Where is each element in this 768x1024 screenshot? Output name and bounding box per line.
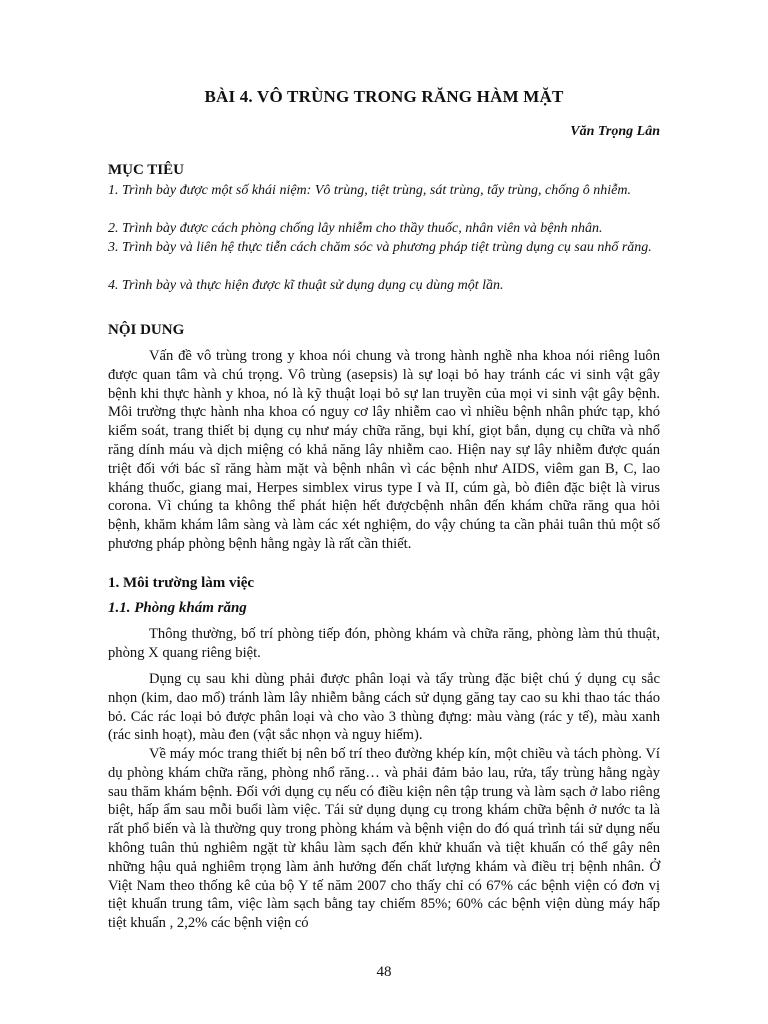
objective-item: 1. Trình bày được một số khái niệm: Vô trùng, tiệt trùng, sát trùng, tẩy trùng, chống ô nhiễm. xyxy=(108,183,631,198)
body-paragraph: Về máy móc trang thiết bị nên bố trí theo đường khép kín, một chiều và tách phòng. Ví dụ phòng khám chữa răng, phòng nhổ răng… và phải đảm bảo lau, rửa, tẩy trùng hằng ngày sau thăm khám bệnh. Đối với dụng cụ nếu có điều kiện nên tập trung và làm sạch ở labo riêng biệt, hấp ẩm sau mỗi buổi làm việc. Tái sử dụng dụng cụ trong khám chữa bệnh ở nước ta là rất phổ biến và là thường quy trong phòng khám và bệnh viện do đó quá trình tái sử dụng nếu không tuân thủ nghiêm ngặt từ khâu làm sạch đến khử khuẩn và tiệt khuẩn có thể gây nên những hậu quả nghiêm trọng làm ảnh hưởng đến chất lượng khám và điều trị bệnh nhân. Ở Việt Nam theo thống kê của bộ Y tế năm 2007 cho thấy chỉ có 67% các bệnh viện có đơn vị tiệt khuẩn trung tâm, việc làm sạch bằng tay chiếm 85%; 60% các bệnh viện dùng máy hấp tiệt khuẩn , 2,2% các bệnh viện có xyxy=(108,746,660,932)
objective-item: 4. Trình bày và thực hiện được kĩ thuật sử dụng dụng cụ dùng một lần. xyxy=(108,278,504,293)
section-heading: 1. Môi trường làm việc xyxy=(108,575,255,591)
intro-paragraph: Vấn đề vô trùng trong y khoa nói chung và trong hành nghề nha khoa nói riêng luôn được quan tâm và chú trọng. Vô trùng (asepsis) là sự loại bỏ hay tránh các vi sinh vật gây bệnh khi thực hành y khoa, nó là kỹ thuật loại bỏ sự lan truyền của mọi vi sinh vật gây bệnh. Môi trường thực hành nha khoa có nguy cơ lây nhiễm cao vì nhiều bệnh nhân phức tạp, khó kiểm soát, trang thiết bị dụng cụ như máy chữa răng, bụi khí, giọt bắn, dụng cụ chữa và nhổ răng dính máu và dịch miệng có khả năng lây nhiễm cao. Hiện nay sự lây nhiễm được quán triệt đối với bác sĩ răng hàm mặt và bệnh nhân vì các bệnh như AIDS, viêm gan B, C, lao kháng thuốc, giang mai, Herpes simblex virus type I và II, cúm gà, bò điên đặc biệt là virus corona. Vì chúng ta không thể phát hiện hết đượcbệnh nhân đến khám chữa răng qua hỏi bệnh, khăm khám lâm sàng và làm các xét nghiệm, do vậy chúng ta cần phải tuân thủ một số phương pháp phòng bệnh hằng ngày là rất cần thiết. xyxy=(108,348,660,552)
content-heading: NỘI DUNG xyxy=(108,322,185,338)
body-paragraph: Dụng cụ sau khi dùng phải được phân loại và tẩy trùng đặc biệt chú ý dụng cụ sắc nhọn (kim, dao mổ) tránh làm lây nhiễm bằng cách sử dụng găng tay cao su khi thao tác tháo bỏ. Các rác loại bỏ được phân loại và cho vào 3 thùng đựng: màu vàng (rác y tế), màu xanh (rác sinh hoạt), màu đen (vật sắc nhọn và nguy hiểm). xyxy=(108,671,660,744)
objectives-heading: MỤC TIÊU xyxy=(108,162,184,178)
body-paragraph: Thông thường, bố trí phòng tiếp đón, phòng khám và chữa răng, phòng làm thủ thuật, phòng X quang riêng biệt. xyxy=(108,626,660,661)
author-name: Văn Trọng Lân xyxy=(570,124,660,139)
document-page xyxy=(108,0,660,1024)
lesson-title: BÀI 4. VÔ TRÙNG TRONG RĂNG HÀM MẶT xyxy=(204,87,564,106)
objective-item: 2. Trình bày được cách phòng chống lây nhiễm cho thầy thuốc, nhân viên và bệnh nhân. xyxy=(108,221,603,236)
subsection-heading: 1.1. Phòng khám răng xyxy=(108,600,247,616)
objective-item: 3. Trình bày và liên hệ thực tiễn cách chăm sóc và phương pháp tiệt trùng dụng cụ sau nhổ răng. xyxy=(108,240,652,255)
page-number: 48 xyxy=(376,964,392,980)
